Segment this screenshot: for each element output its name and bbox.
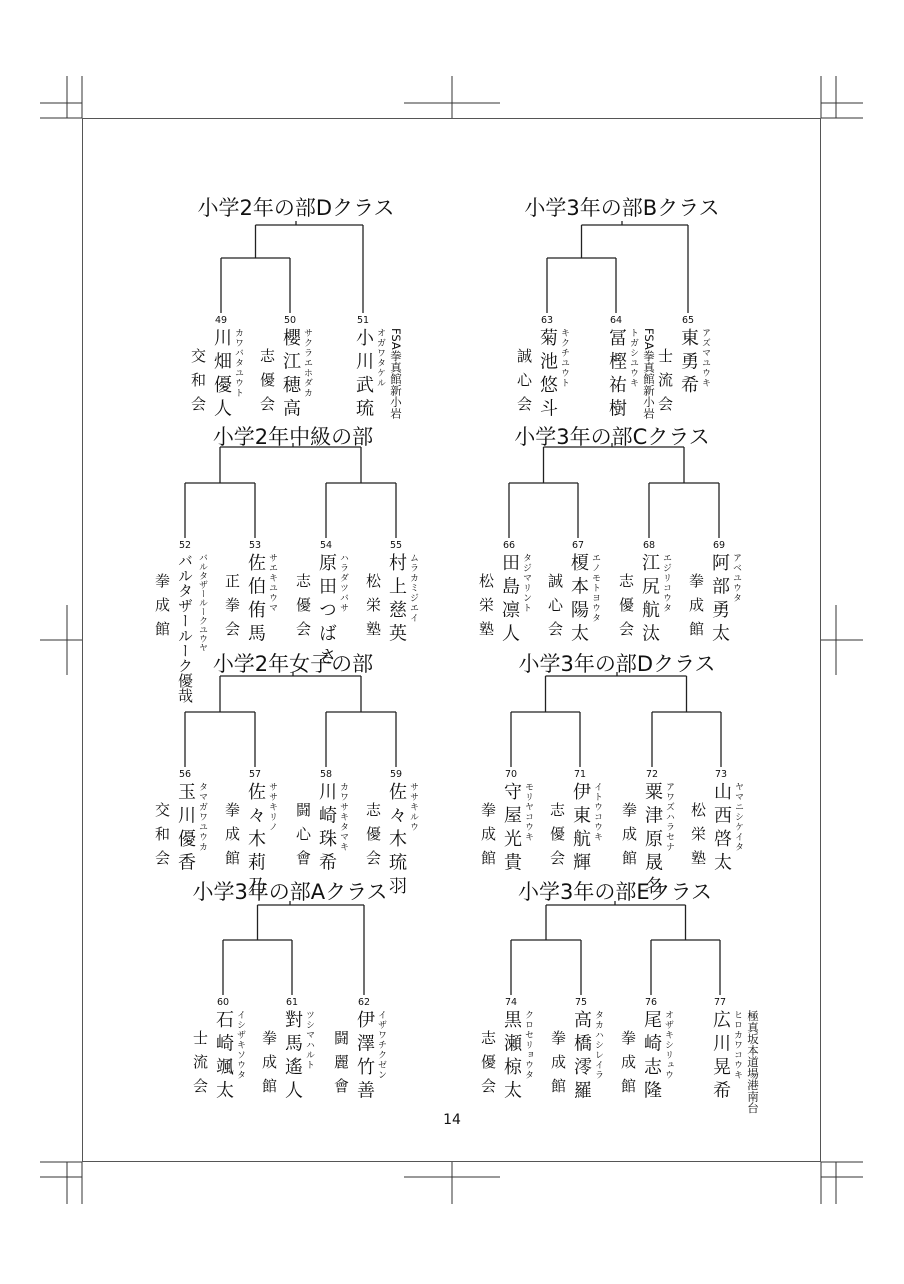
player-name: 玉川優香 <box>175 782 196 876</box>
club-name: 士流会 <box>656 348 674 420</box>
club-name: 拳成館 <box>260 1030 278 1102</box>
player-kana: ヒロカワコウキ <box>732 1010 742 1080</box>
club-name: 松栄塾 <box>689 802 707 874</box>
player-kana: イザワチクゼン <box>376 1010 386 1080</box>
club-name: 交和会 <box>153 802 171 874</box>
bracket-title: 小学2年の部Dクラス <box>197 196 395 220</box>
club-name: 正拳会 <box>223 573 241 645</box>
player-name: 佐々木琉羽 <box>386 782 407 900</box>
player-name: 冨樫祐樹 <box>606 328 627 422</box>
bracket-title: 小学3年の部Eクラス <box>518 880 712 904</box>
player-name: 村上慈英 <box>386 553 407 647</box>
club-name: 拳成館 <box>687 573 705 645</box>
player-name: 菊池悠斗 <box>537 328 558 422</box>
entry-number: 72 <box>645 769 659 780</box>
entry-number: 67 <box>571 540 585 551</box>
player-name: 石崎颯太 <box>213 1010 234 1104</box>
club-name: 志優会 <box>364 802 382 874</box>
player-kana: エジリコウタ <box>661 553 671 613</box>
player-name: バルタザールーク優哉 <box>176 553 194 703</box>
player-name: 川崎珠希 <box>316 782 337 876</box>
entry-number: 70 <box>504 769 518 780</box>
player-name: 高橋澪羅 <box>571 1010 592 1104</box>
player-kana: ヤマニシケイタ <box>733 782 743 852</box>
entry-number: 62 <box>357 997 371 1008</box>
club-name: 交和会 <box>189 348 207 420</box>
club-name: 闘麗會 <box>332 1030 350 1102</box>
entry-number: 54 <box>319 540 333 551</box>
entry-number: 65 <box>681 315 695 326</box>
page-number: 14 <box>443 1112 461 1128</box>
player-kana: ツシマハルト <box>304 1010 314 1070</box>
entry-number: 59 <box>389 769 403 780</box>
player-kana: オガワタケル <box>375 328 385 388</box>
entry-number: 63 <box>540 315 554 326</box>
player-name: 粟津原晟名 <box>642 782 663 900</box>
entry-number: 69 <box>712 540 726 551</box>
player-kana: アベユウタ <box>731 553 741 603</box>
entry-number: 71 <box>573 769 587 780</box>
player-kana: トガシユウキ <box>628 328 638 388</box>
player-name: 川畑優人 <box>211 328 232 422</box>
club-name: 松栄塾 <box>477 573 495 645</box>
club-name: FSA拳真館新小岩 <box>642 328 656 419</box>
player-name: 阿部勇太 <box>709 553 730 647</box>
club-name: 松栄塾 <box>364 573 382 645</box>
player-kana: サクラエホダカ <box>302 328 312 398</box>
player-kana: タジマリント <box>521 553 531 613</box>
entry-number: 49 <box>214 315 228 326</box>
entry-number: 76 <box>644 997 658 1008</box>
entry-number: 75 <box>574 997 588 1008</box>
bracket-title: 小学3年の部Bクラス <box>524 196 720 220</box>
club-name: 拳成館 <box>153 573 171 645</box>
club-name: 志優会 <box>617 573 635 645</box>
player-name: 原田つばさ <box>316 553 337 671</box>
club-name: 拳成館 <box>549 1030 567 1102</box>
entry-number: 58 <box>319 769 333 780</box>
club-name: 拳成館 <box>620 802 638 874</box>
entry-number: 52 <box>178 540 192 551</box>
bracket-title: 小学3年の部Cクラス <box>514 425 710 449</box>
player-kana: カワサキタマキ <box>338 782 348 852</box>
player-name: 伊東航輝 <box>570 782 591 876</box>
entry-number: 55 <box>389 540 403 551</box>
player-name: 佐伯侑馬 <box>245 553 266 647</box>
entry-number: 64 <box>609 315 623 326</box>
player-kana: バルタザールークユウヤ <box>197 553 207 652</box>
player-kana: ムラカミジエイ <box>408 553 418 623</box>
player-kana: クロセリョウタ <box>523 1010 533 1080</box>
player-kana: キクチユウト <box>559 328 569 388</box>
player-kana: ササキルウ <box>408 782 418 832</box>
player-kana: ササキリノ <box>267 782 277 832</box>
club-name: 誠心会 <box>515 348 533 420</box>
entry-number: 77 <box>713 997 727 1008</box>
player-name: 尾崎志隆 <box>641 1010 662 1104</box>
club-name: 闘心會 <box>294 802 312 874</box>
club-name: 志優会 <box>479 1030 497 1102</box>
entry-number: 73 <box>714 769 728 780</box>
club-name: 志優会 <box>294 573 312 645</box>
entry-number: 61 <box>285 997 299 1008</box>
player-kana: サエキユウマ <box>267 553 277 613</box>
bracket-title: 小学3年の部Aクラス <box>192 880 388 904</box>
club-name: 志優会 <box>258 348 276 420</box>
player-name: 山西啓太 <box>711 782 732 876</box>
bracket-title: 小学3年の部Dクラス <box>518 652 716 676</box>
player-name: 榎本陽太 <box>568 553 589 647</box>
player-kana: エノモトヨウタ <box>590 553 600 623</box>
player-kana: モリヤコウキ <box>523 782 533 842</box>
player-name: 伊澤竹善 <box>354 1010 375 1104</box>
player-kana: イシザキソウタ <box>235 1010 245 1080</box>
club-name: 拳成館 <box>479 802 497 874</box>
entry-number: 56 <box>178 769 192 780</box>
entry-number: 60 <box>216 997 230 1008</box>
player-kana: アズマユウキ <box>700 328 710 388</box>
player-kana: カワバタユウト <box>233 328 243 398</box>
club-name: 拳成館 <box>619 1030 637 1102</box>
player-name: 黒瀬椋太 <box>501 1010 522 1104</box>
bracket-title: 小学2年女子の部 <box>212 652 374 676</box>
club-name: 誠心会 <box>546 573 564 645</box>
player-kana: タカハシレイラ <box>593 1010 603 1080</box>
entry-number: 50 <box>283 315 297 326</box>
player-name: 田島凛人 <box>499 553 520 647</box>
entry-number: 53 <box>248 540 262 551</box>
club-name: 拳成館 <box>223 802 241 874</box>
entry-number: 66 <box>502 540 516 551</box>
entry-number: 51 <box>356 315 370 326</box>
player-kana: アワズハラセナ <box>664 782 674 852</box>
player-name: 江尻航汰 <box>639 553 660 647</box>
entry-number: 57 <box>248 769 262 780</box>
club-name: 志優会 <box>548 802 566 874</box>
player-kana: タマガワユウカ <box>197 782 207 852</box>
club-name: 極真坂本道場港南台 <box>746 1010 760 1114</box>
player-name: 守屋光貴 <box>501 782 522 876</box>
bracket-title: 小学2年中級の部 <box>212 425 374 449</box>
entry-number: 74 <box>504 997 518 1008</box>
player-kana: イトウコウキ <box>592 782 602 842</box>
player-name: 櫻江穂高 <box>280 328 301 422</box>
player-name: 佐々木莉乃 <box>245 782 266 900</box>
player-kana: オザキシリュウ <box>663 1010 673 1080</box>
player-name: 對馬遙人 <box>282 1010 303 1104</box>
club-name: FSA拳真館新小岩 <box>389 328 403 419</box>
entry-number: 68 <box>642 540 656 551</box>
player-name: 広川晃希 <box>710 1010 731 1104</box>
club-name: 士流会 <box>191 1030 209 1102</box>
player-kana: ハラダツバサ <box>338 553 348 613</box>
player-name: 小川武琉 <box>353 328 374 422</box>
player-name: 東勇希 <box>678 328 699 399</box>
